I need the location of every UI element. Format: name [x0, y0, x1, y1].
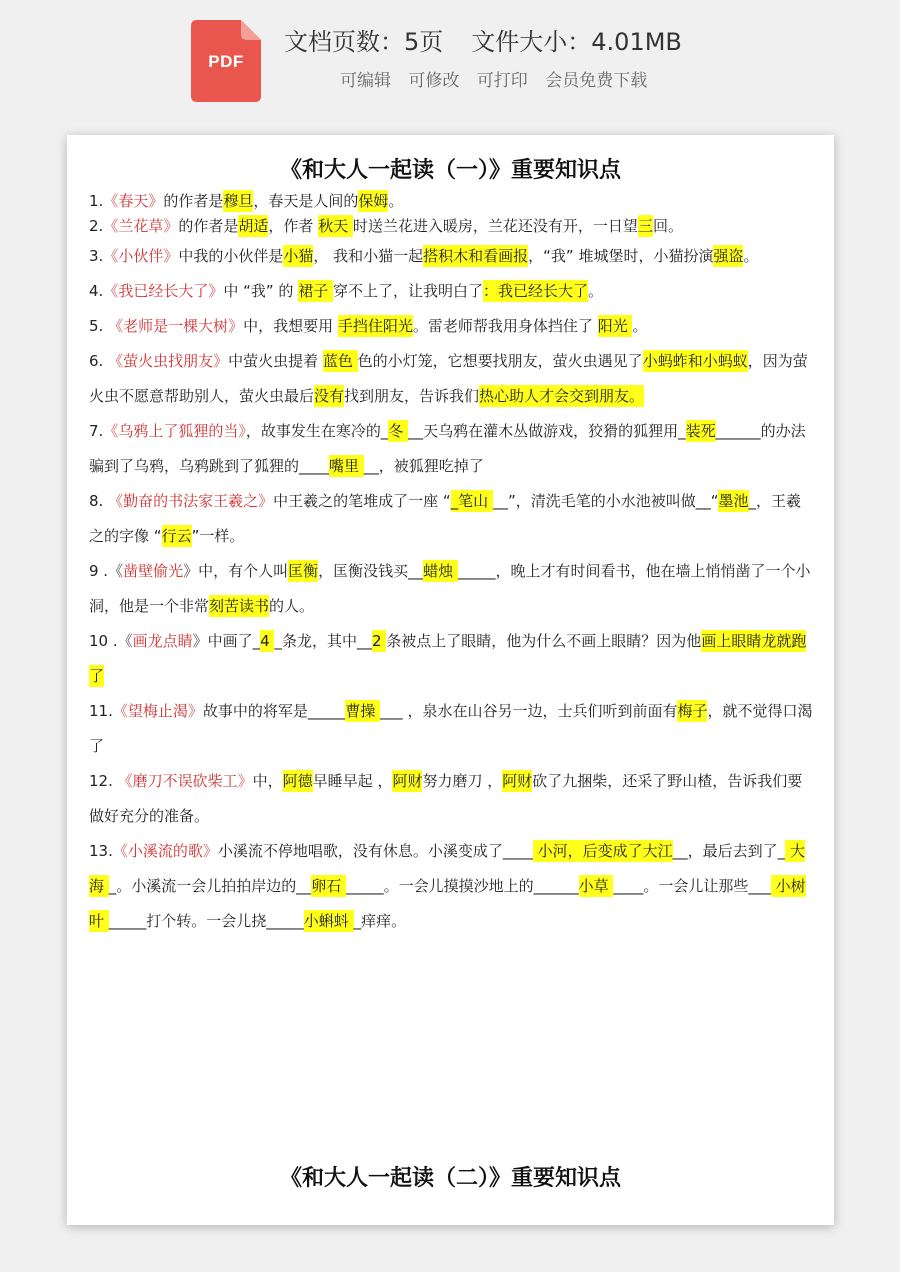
item-text: _，王羲之的字像 “ [89, 492, 802, 545]
lesson-title: 《我已经长大了》 [103, 282, 224, 300]
highlighted-answer: 梅子 [677, 702, 708, 720]
knowledge-item-5 [89, 309, 814, 344]
highlighted-answer: 搭积木和看画报 [423, 247, 529, 265]
item-text: _____，晚上才有时间看书，他在墙上悄悄凿了一个小洞，他是一个非常 [89, 562, 811, 615]
item-text: 11. [89, 702, 113, 720]
item-text: ，因为萤火虫不愿意帮助别人，萤火虫最后 [89, 352, 808, 405]
document-page [67, 135, 834, 1225]
item-text: 中王羲之的笔堆成了一座 “ [273, 492, 451, 510]
item-text: 小溪流不停地唱歌，没有休息。小溪变成了____ [217, 842, 533, 860]
item-text: __”，清洗毛笔的小水池被叫做__“ [492, 492, 719, 510]
highlighted-answer: 4 [260, 632, 275, 650]
feature-editable: 可编辑 [340, 71, 391, 91]
highlighted-answer: 没有 [314, 387, 345, 405]
file-size: 文件大小：4.01MB [471, 28, 682, 56]
item-text: 》中，有个人叫 [183, 562, 289, 580]
knowledge-item-3 [89, 239, 814, 274]
highlighted-answer: 蜡烛 [423, 562, 458, 580]
item-text: 找到朋友，告诉我们 [344, 387, 480, 405]
highlighted-answer: _笔山 [450, 492, 493, 510]
item-text: 中萤火虫提着 [228, 352, 323, 370]
section-title-1: 《和大人一起读（一）》重要知识点 [279, 157, 621, 183]
item-text: 7. [89, 422, 104, 440]
knowledge-item-4 [89, 274, 814, 309]
lesson-title: 《小伙伴》 [103, 247, 179, 265]
page-count: 文档页数：5页 [284, 28, 444, 56]
item-text: 中我的小伙伴是 [178, 247, 284, 265]
item-text: 。 [632, 317, 648, 335]
feature-member-download: 会员免费下载 [545, 71, 648, 91]
item-text: 。 [743, 247, 759, 265]
highlighted-answer: 裙子 [298, 282, 333, 300]
item-text: 色的小灯笼，它想要找朋友，萤火虫遇见了 [357, 352, 643, 370]
highlighted-answer: 胡适 [238, 217, 269, 235]
highlighted-answer: 保姆 [358, 192, 389, 210]
highlighted-answer: 三 [637, 217, 653, 235]
item-text: 时送兰花进入暖房，兰花还没有开，一日望 [352, 217, 638, 235]
highlighted-answer: 蓝色 [322, 352, 358, 370]
knowledge-item-12 [89, 764, 814, 834]
item-text: 6. [89, 352, 109, 370]
highlighted-answer: 大海 [89, 842, 805, 895]
knowledge-item-6 [89, 344, 814, 414]
pdf-file-icon [191, 20, 261, 102]
highlighted-answer: 小河，后变成了大江 [532, 842, 673, 860]
highlighted-answer: ：我已经长大了 [482, 282, 588, 300]
pdf-icon-label: PDF [208, 52, 244, 71]
item-text: ，春天是人间的 [253, 192, 359, 210]
file-meta [284, 22, 682, 57]
item-text: 的作者是 [163, 192, 224, 210]
highlighted-answer: 阳光 [597, 317, 633, 335]
knowledge-item-2 [89, 214, 814, 239]
item-text: 13. [89, 842, 113, 860]
highlighted-answer: 墨池 [718, 492, 749, 510]
item-text: 的作者是 [178, 217, 239, 235]
item-text: 条被点上了眼睛，他为什么不画上眼睛？因为他 [386, 632, 702, 650]
item-text: 中，我想要用 [243, 317, 338, 335]
item-text: 故事中的将军是_____ [202, 702, 346, 720]
highlighted-answer: 阿德 [282, 772, 313, 790]
item-text: 中， [252, 772, 283, 790]
lesson-title: 《小溪流的歌》 [112, 842, 218, 860]
item-text: 。 [588, 282, 604, 300]
highlighted-answer: 卵石 [311, 877, 347, 895]
lesson-title: 《勤奋的书法家王羲之》 [108, 492, 274, 510]
knowledge-point-list [89, 189, 814, 939]
item-text: _条龙，其中__ [274, 632, 372, 650]
item-text: 回。 [652, 217, 683, 235]
highlighted-answer: 冬 [388, 422, 409, 440]
item-text: _____打个转。一会儿挠_____ [108, 912, 304, 930]
item-text: __天乌鸦在灌木丛做游戏，狡猾的狐狸用_ [408, 422, 686, 440]
item-text: ，就不觉得口渴了 [89, 702, 813, 755]
highlighted-answer: 手挡住阳光 [337, 317, 413, 335]
item-text: ______的办法骗到了乌鸦，乌鸦跳到了狐狸的____ [89, 422, 806, 475]
highlighted-answer: 秋天 [318, 217, 353, 235]
item-text: ，匡衡没钱买__ [318, 562, 424, 580]
lesson-title: 凿壁偷光 [123, 562, 184, 580]
lesson-title: 画龙点睛 [132, 632, 193, 650]
highlighted-answer: 刻苦读书 [209, 597, 270, 615]
item-text: 9 .《 [89, 562, 124, 580]
highlighted-answer: 小猫 [283, 247, 314, 265]
highlighted-answer: 热心助人才会交到朋友。 [479, 387, 645, 405]
highlighted-answer: 匡衡 [288, 562, 319, 580]
item-text: _。小溪流一会儿拍拍岸边的__ [108, 877, 312, 895]
highlighted-answer: 画上眼睛龙就跑了 [89, 632, 807, 685]
item-text: 》中画了_ [192, 632, 261, 650]
knowledge-item-8 [89, 484, 814, 554]
knowledge-item-13 [89, 834, 814, 939]
lesson-title: 《磨刀不误砍柴工》 [117, 772, 253, 790]
item-text: 早睡早起 ， [312, 772, 393, 790]
highlighted-answer: 曹操 [345, 702, 381, 720]
item-text: ____。一会儿让那些___ [613, 877, 771, 895]
item-text: 12. [89, 772, 118, 790]
item-text: __，被狐狸吃掉了 [363, 457, 484, 475]
highlighted-answer: 小树叶 [89, 877, 806, 930]
lesson-title: 《老师是一棵大树》 [108, 317, 244, 335]
highlighted-answer: 小草 [578, 877, 614, 895]
highlighted-answer: 2 [371, 632, 387, 650]
knowledge-item-9 [89, 554, 814, 624]
feature-modifiable: 可修改 [408, 71, 460, 91]
item-text: 3. [89, 247, 104, 265]
feature-list [340, 66, 655, 91]
item-text: ，“我” 堆城堡时，小猫扮演 [528, 247, 714, 265]
lesson-title: 《望梅止渴》 [112, 702, 203, 720]
highlighted-answer: 强盗 [713, 247, 744, 265]
knowledge-item-1 [89, 189, 814, 214]
item-text: ”一样。 [191, 527, 245, 545]
item-text: 5. [89, 317, 109, 335]
item-text: ，故事发生在寒冷的_ [245, 422, 389, 440]
lesson-title: 《春天》 [103, 192, 164, 210]
item-text: __，最后去到了_ [672, 842, 786, 860]
item-text: 4. [89, 282, 104, 300]
item-text: 。 [388, 192, 404, 210]
item-text: 10 .《 [89, 632, 133, 650]
highlighted-answer: 装死 [685, 422, 716, 440]
highlighted-answer: 穆旦 [223, 192, 254, 210]
item-text: ___ ，泉水在山谷另一边，士兵们听到前面有 [380, 702, 678, 720]
highlighted-answer: 行云 [161, 527, 192, 545]
knowledge-item-10 [89, 624, 814, 694]
highlighted-answer: 小蝌蚪 [303, 912, 354, 930]
item-text: 1. [89, 192, 104, 210]
knowledge-item-11 [89, 694, 814, 764]
lesson-title: 《萤火虫找朋友》 [108, 352, 229, 370]
lesson-title: 《乌鸦上了狐狸的当》 [103, 422, 246, 440]
highlighted-answer: 阿财 [392, 772, 423, 790]
feature-printable: 可打印 [476, 71, 528, 91]
highlighted-answer: 嘴里 [329, 457, 364, 475]
item-text: 的人。 [269, 597, 315, 615]
highlighted-answer: 阿财 [502, 772, 533, 790]
highlighted-answer: 小蚂蚱和小蚂蚁 [642, 352, 748, 370]
item-text: _____。一会儿摸摸沙地上的______ [346, 877, 579, 895]
item-text: 8. [89, 492, 109, 510]
item-text: ，作者 [268, 217, 319, 235]
lesson-title: 《兰花草》 [103, 217, 179, 235]
item-text: 中 “我” 的 [223, 282, 299, 300]
item-text: 2. [89, 217, 104, 235]
section-title-2: 《和大人一起读（二）》重要知识点 [279, 1165, 621, 1191]
document-info-header [0, 0, 900, 120]
item-text: ， 我和小猫一起 [313, 247, 424, 265]
item-text: 砍了九捆柴，还采了野山楂，告诉我们要做好充分的准备。 [89, 772, 803, 825]
knowledge-item-7 [89, 414, 814, 484]
item-text: _痒痒。 [353, 912, 407, 930]
item-text: 穿不上了，让我明白了 [332, 282, 483, 300]
item-text: 努力磨刀 ， [422, 772, 503, 790]
item-text: 。雷老师帮我用身体挡住了 [412, 317, 598, 335]
